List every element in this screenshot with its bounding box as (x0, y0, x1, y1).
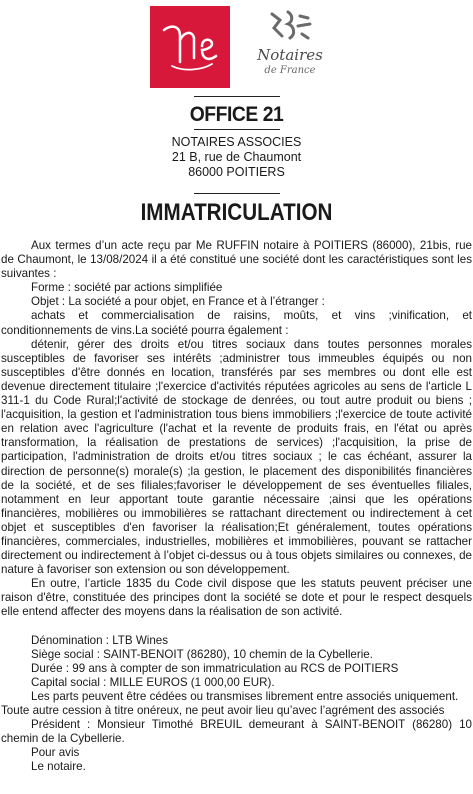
detail-pour-avis: Pour avis (31, 746, 80, 760)
paragraph-objet: Objet : La société a pour objet, en France et à l’étranger : (31, 295, 325, 309)
detail-president: Président : Monsieur Timothé BREUIL demeurant à SAINT-BENOIT (86280) 10 chemin de la Cybellerie. (1, 718, 472, 746)
office-logo (150, 6, 230, 88)
logo-text-de-france: de France (264, 65, 316, 76)
paragraph-article-1835: En outre, l’article 1835 du Code civil dispose que les statuts peuvent préciser une raison d'être, constituée des principes dont la société se dote et pour le respect desquels elle entend affecter des moyens dans la réalisation de son activité. (1, 577, 472, 619)
detail-siege: Siège social : SAINT-BENOIT (86280), 10 chemin de la Cybellerie. (31, 647, 373, 661)
divider-section (194, 193, 280, 194)
divider-top (194, 96, 280, 97)
notaires-symbol-icon (262, 8, 318, 44)
divider-office (194, 129, 280, 130)
notice-body (1, 239, 472, 774)
paragraph-achats: achats et commercialisation de raisins, moûts, et vins ;vinification, et conditionnements de vins.La société pourra également : (1, 309, 472, 337)
logo-row (0, 6, 473, 92)
detail-capital: Capital social : MILLE EUROS (1 000,00 EUR). (31, 675, 275, 689)
logo-text-notaires: Notaires (257, 46, 323, 64)
detail-duree: Durée : 99 ans à compter de son immatriculation au RCS de POITIERS (31, 661, 399, 675)
office-line-3: 86000 POITIERS (188, 165, 285, 179)
paragraph-intro: Aux termes d’un acte reçu par Me RUFFIN notaire à POITIERS (86000), 21bis, rue de Chaumont, le 13/08/2024 il a été constitué une société dont les caractéristiques sont les suivantes : (1, 239, 472, 281)
office-logo-mark-icon (150, 6, 230, 88)
detail-denomination: Dénomination : LTB Wines (31, 633, 169, 647)
detail-signature: Le notaire. (31, 760, 86, 774)
section-title: IMMATRICULATION (140, 199, 333, 226)
detail-cession-agrement: Toute autre cession à titre onéreux, ne peut avoir lieu qu’avec l’agrément des associés (1, 704, 445, 717)
office-title: OFFICE 21 (189, 103, 284, 126)
paragraph-forme: Forme : société par actions simplifiée (31, 281, 223, 295)
office-address (0, 135, 473, 180)
notaires-de-france-logo (240, 6, 340, 92)
paragraph-gap (1, 620, 472, 634)
office-line-2: 21 B, rue de Chaumont (171, 150, 302, 164)
office-line-1: NOTAIRES ASSOCIES (171, 135, 302, 149)
paragraph-detenir: détenir, gérer des droits et/ou titres sociaux dans toutes personnes morales susceptibles de favoriser ses intérêts ;administrer tous immeubles équipés ou non susceptibles d'être donnés en location, transférés par ses membres ou dont elle est devenue directement titulaire ;l'exercice d'activités réputées agricoles au sens de l'article L 311-1 du Code Rural;l'activité de stockage de denrées, ou tout autre produit ou biens ; l'acquisition, la gestion et l'administration tous biens immobiliers ;l'exercice de toute activité en relation avec l'agriculture (l'achat et la revente de produits frais, en l'état ou après transformation, la réalisation de prestations de services) ;l'acquisition, la prise de participation, l'administration de droits et/ou titres sociaux ; le cas échéant, assurer la direction de personne(s) morale(s) ;la gestion, le placement des disponibilités financières de la société, et de ses filiales;favoriser le développement de ses éventuelles filiales, notamment en leur apportant toute garantie nécessaire ;ainsi que les opérations financières, mobilières ou immobilières se rattachant directement ou indirectement à cet objet et susceptibles d'en favoriser la réalisation;Et généralement, toutes opérations financières, commerciales, industrielles, mobilières et immobilières, pouvant se rattacher directement ou indirectement à l’objet ci-dessus ou à tous objets similaires ou connexes, de nature à favoriser son extension ou son développement. (1, 337, 472, 577)
detail-cession-associes: Les parts peuvent être cédées ou transmises librement entre associés uniquement. (31, 689, 459, 703)
